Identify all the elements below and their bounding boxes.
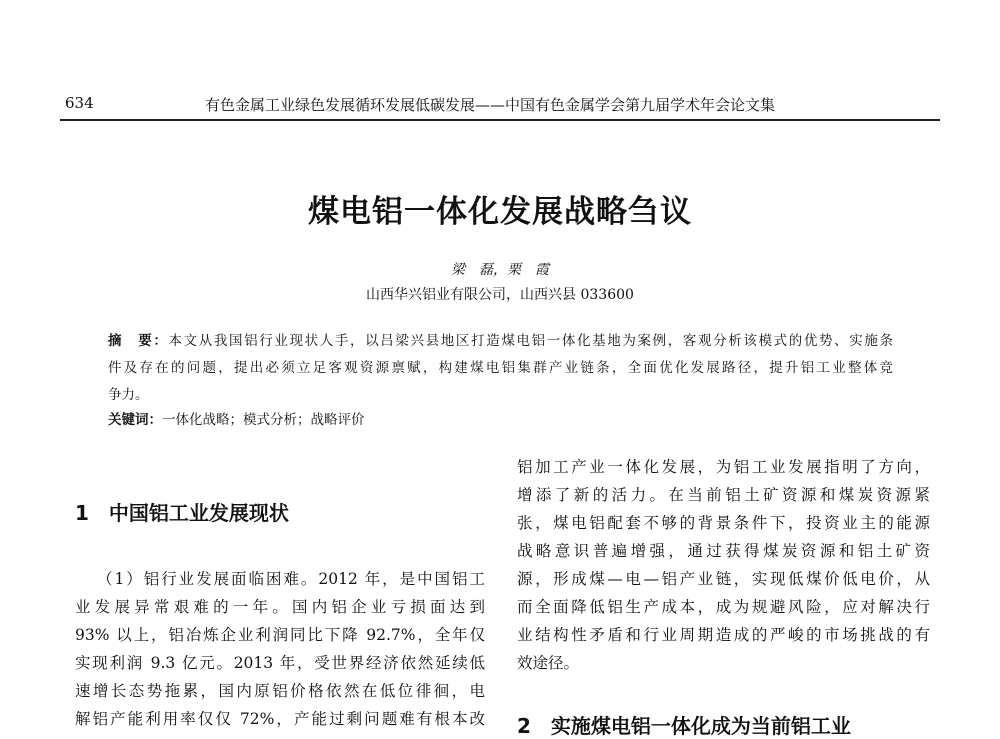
running-title: 有色金属工业绿色发展循环发展低碳发展——中国有色金属学会第九届学术年会论文集: [205, 96, 776, 114]
body-line: 业结构性矛盾和行业周期造成的严峻的市场挑战的有: [517, 626, 930, 644]
header-rule: [60, 119, 940, 121]
body-line: 铝加工产业一体化发展，为铝工业发展指明了方向，: [517, 458, 930, 476]
abstract-line: 争力。: [108, 387, 149, 403]
body-line: 速增长态势拖累，国内原铝价格依然在低位徘徊，电: [75, 682, 485, 700]
abstract-label: 摘 要：: [108, 333, 169, 349]
keywords-label: 关键词：: [108, 412, 162, 428]
paper-title: 煤电铝一体化发展战略刍议: [308, 194, 692, 230]
page-number: 634: [65, 94, 94, 112]
body-line: （1）铝行业发展面临困难。2012 年，是中国铝工: [97, 570, 485, 588]
abstract-line: 摘 要：本文从我国铝行业现状人手，以吕梁兴县地区打造煤电铝一体化基地为案例，客观分析该模式的优势、实施条: [108, 333, 894, 349]
body-line: 源，形成煤—电—铝产业链，实现低煤价低电价，从: [517, 570, 930, 588]
body-line: 效途径。: [517, 654, 580, 672]
authors: 梁 磊，栗 霞: [451, 262, 549, 278]
body-line: 实现利润 9.3 亿元。2013 年，受世界经济依然延续低: [75, 654, 485, 672]
body-line: 业发展异常艰难的一年。国内铝企业亏损面达到: [75, 598, 485, 616]
body-line: 张，煤电铝配套不够的背景条件下，投资业主的能源: [517, 514, 930, 532]
body-line: 93% 以上，铝冶炼企业利润同比下降 92.7%，全年仅: [75, 626, 485, 644]
section-1-heading: 1 中国铝工业发展现状: [75, 501, 289, 525]
body-line: 增添了新的活力。在当前铝土矿资源和煤炭资源紧: [517, 486, 930, 504]
section-2-heading: 2 实施煤电铝一体化成为当前铝工业: [517, 714, 851, 738]
body-line: 战略意识普遍增强，通过获得煤炭资源和铝土矿资: [517, 542, 930, 560]
body-line: 而全面降低铝生产成本，成为规避风险，应对解决行: [517, 598, 930, 616]
body-line: 解铝产能利用率仅仅 72%，产能过剩问题难有根本改: [75, 710, 485, 728]
affiliation: 山西华兴铝业有限公司，山西兴县 033600: [366, 287, 634, 303]
keywords: 关键词：一体化战略；模式分析；战略评价: [108, 412, 365, 428]
abstract-line: 件及存在的问题，提出必须立足客观资源禀赋，构建煤电铝集群产业链条，全面优化发展路径，提升铝工业整体竞: [108, 360, 893, 376]
